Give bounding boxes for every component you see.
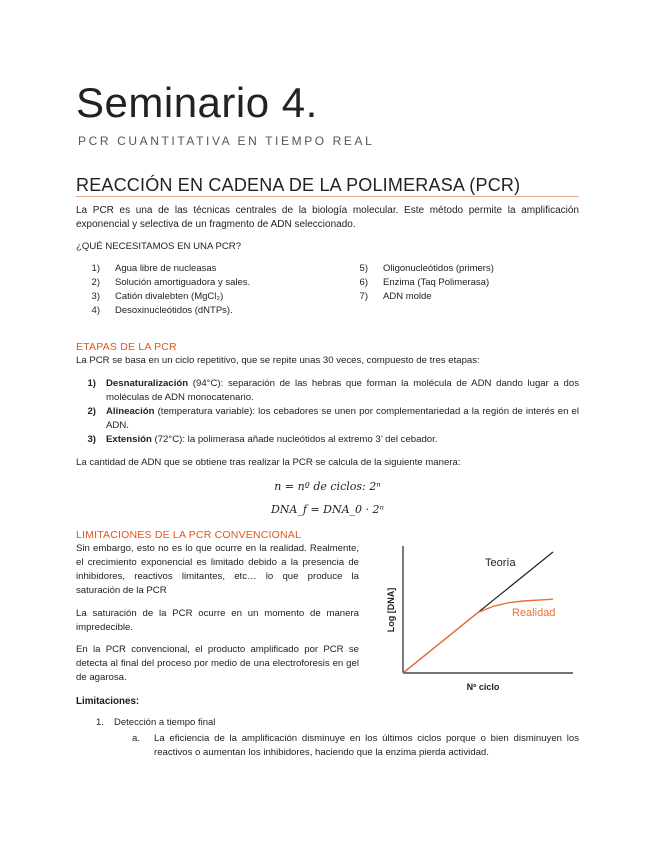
page-subtitle: PCR CUANTITATIVA EN TIEMPO REAL [78,134,375,148]
needs-list-left [76,262,336,318]
section-heading: REACCIÓN EN CADENA DE LA POLIMERASA (PCR) [76,175,521,195]
page-title: Seminario 4. [76,79,318,126]
x-axis-label: Nº ciclo [466,682,500,692]
list-item: 5) Oligonucleótidos (primers) [359,263,494,274]
list-item: 2) Solución amortiguadora y sales. [91,277,251,288]
list-item: 7) ADN molde [359,291,432,302]
y-axis-label: Log [DNA] [386,587,396,633]
stages-intro: La PCR se basa en un ciclo repetitivo, que se repite unas 30 veces, compuesto de tres etapas: [76,355,480,366]
list-item: 6) Enzima (Taq Polimerasa) [359,277,490,288]
question-heading: ¿QUÉ NECESITAMOS EN UNA PCR? [76,241,242,252]
pcr-curve-chart [378,540,583,700]
limits-paragraph-2: La saturación de la PCR ocurre en un momento de manera impredecible. [76,608,359,633]
formula-cycles: n = nº de ciclos: 2ⁿ [274,480,381,493]
quantity-paragraph: La cantidad de ADN que se obtiene tras realizar la PCR se calcula de la siguiente manera: [76,457,461,468]
heading-rule [76,196,579,197]
limitations-list [96,716,496,730]
intro-paragraph: La PCR es una de las técnicas centrales de la biología molecular. Este método permite la amplificación exponencial y selectiva de un fragmento de ADN seleccionado. [76,205,579,230]
list-item: 3) Catión divalebten (MgCl₂) [91,291,224,302]
limitations-label: Limitaciones: [76,696,140,707]
list-item: 4) Desoxinucleótidos (dNTPs). [91,305,233,316]
limits-heading: LIMITACIONES DE LA PCR CONVENCIONAL [76,529,302,541]
stages-heading: ETAPAS DE LA PCR [76,341,177,353]
list-item: 1) Desnaturalización (94°C): separación de las hebras que forman la molécula de ADN dando lugar a dos moléculas de ADN monocatenario. [87,378,579,403]
series-label-reality: Realidad [512,607,556,619]
limits-paragraph-3: En la PCR convencional, el producto amplificado por PCR se detecta al final del proceso por medio de una electroforesis en gel de agarosa. [76,644,359,683]
series-label-theory: Teoría [485,557,516,569]
list-item: 1. Detección a tiempo final [96,717,216,728]
needs-list-right [344,262,574,304]
stages-list [76,377,579,447]
formula-dna: DNA_f = DNA_0 · 2ⁿ [270,503,384,516]
list-item: 3) Extensión (72°C): la polimerasa añade nucleótidos al extremo 3’ del cebador. [87,434,438,445]
limitation-subitem: a. La eficiencia de la amplificación disminuye en los últimos ciclos porque o bien disminuyen los reactivos o aumentan los inhibidores, haciendo que la enzima pierda actividad. [132,733,579,758]
list-item: 2) Alineación (temperatura variable): los cebadores se unen por complementariedad a la región de interés en el ADN. [87,406,579,431]
limits-paragraph-1: Sin embargo, esto no es lo que ocurre en la realidad. Realmente, el crecimiento exponencial es limitado debido a la presencia de inhibidores, reactivos limitantes, etc… lo que produce la saturación de la PCR [76,543,359,596]
list-item: 1) Agua libre de nucleasas [91,263,217,274]
